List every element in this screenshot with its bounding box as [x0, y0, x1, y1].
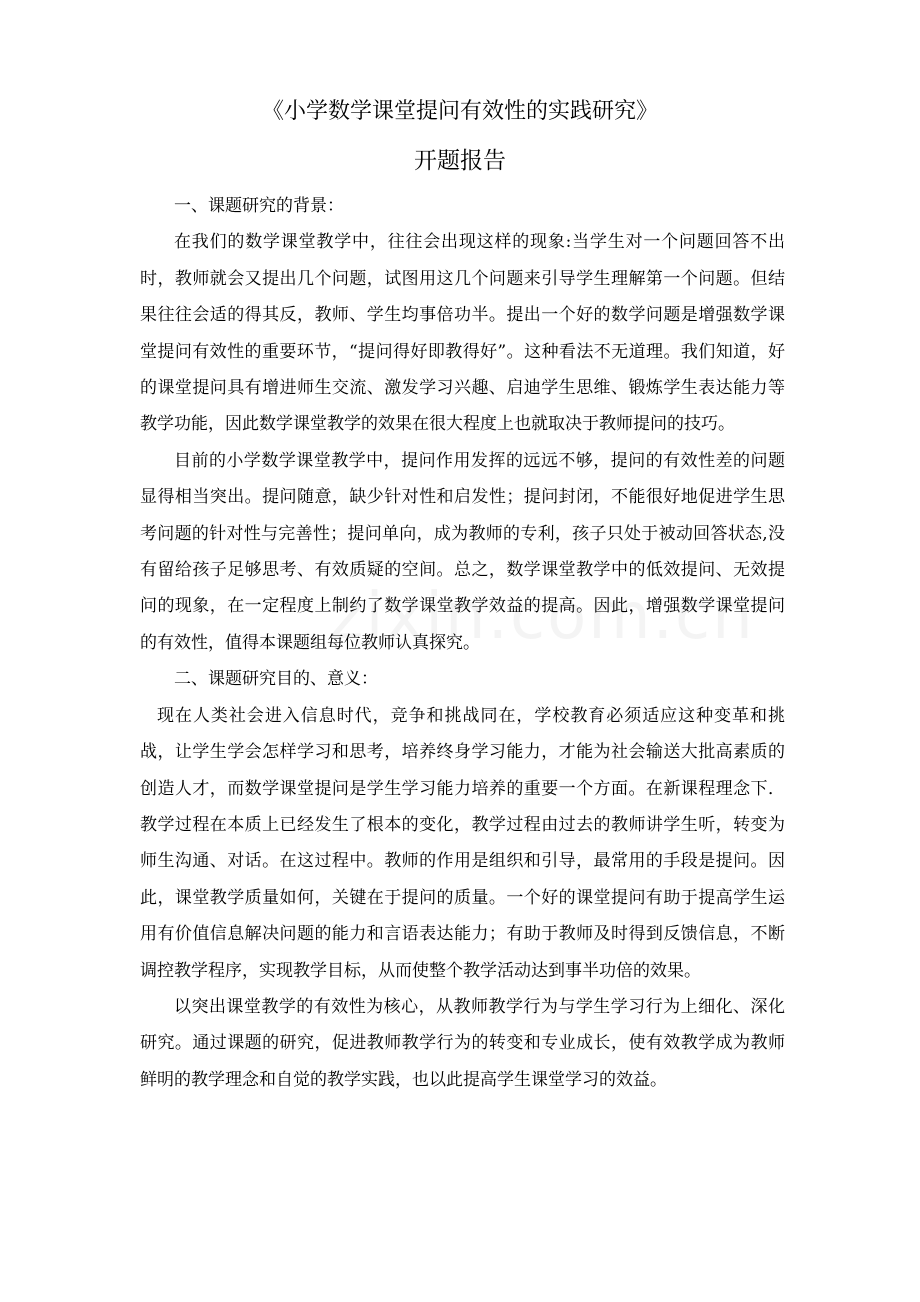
document-subtitle: 开题报告 — [414, 148, 506, 174]
paragraph-background-2: 目前的小学数学课堂教学中，提问作用发挥的远远不够，提问的有效性差的问题显得相当突出。提问随意，缺少针对性和启发性；提问封闭，不能很好地促进学生思考问题的针对性与完善性；提问单向，成为教师的专利，孩子只处于被动回答状态,没有留给孩子足够思考、有效质疑的空间。总之，数学课堂教学中的低效提问、无效提问的现象，在一定程度上制约了数学课堂教学效益的提高。因此，增强数学课堂提问的有效性，值得本课题组每位教师认真探究。 — [140, 450, 785, 653]
document-body — [140, 188, 785, 1098]
paragraph-background-1: 在我们的数学课堂教学中，往往会出现这样的现象:当学生对一个问题回答不出时，教师就会又提出几个问题，试图用这几个问题来引导学生理解第一个问题。但结果往往会适的得其反，教师、学生均事倍功半。提出一个好的数学问题是增强数学课堂提问有效性的重要环节，“提问得好即教得好”。这种看法不无道理。我们知道，好的课堂提问具有增进师生交流、激发学习兴趣、启迪学生思维、锻炼学生表达能力等教学功能，因此数学课堂教学的效果在很大程度上也就取决于教师提问的技巧。 — [140, 232, 785, 435]
document-title: 《小学数学课堂提问有效性的实践研究》 — [261, 99, 658, 124]
section-heading-background: 一、课题研究的背景： — [174, 196, 344, 216]
paragraph-purpose-1: 现在人类社会进入信息时代，竞争和挑战同在，学校教育必须适应这种变革和挑战，让学生学会怎样学习和思考，培养终身学习能力，才能为社会输送大批高素质的创造人才，而数学课堂提问是学生学习能力培养的重要一个方面。在新课程理念下．教学过程在本质上已经发生了根本的变化，教学过程由过去的教师讲学生听，转变为师生沟通、对话。在这过程中。教师的作用是组织和引导，最常用的手段是提问。因此，课堂教学质量如何，关键在于提问的质量。一个好的课堂提问有助于提高学生运用有价值信息解决问题的能力和言语表达能力；有助于教师及时得到反馈信息，不断调控教学程序，实现教学目标，从而使整个教学活动达到事半功倍的效果。 — [140, 705, 785, 981]
section-heading-purpose: 二、课题研究目的、意义： — [174, 669, 378, 690]
paragraph-purpose-2: 以突出课堂教学的有效性为核心，从教师教学行为与学生学习行为上细化、深化研究。通过课题的研究，促进教师教学行为的转变和专业成长，使有效教学成为教师鲜明的教学理念和自觉的教学实践，也以此提高学生课堂学习的效益。 — [140, 996, 785, 1090]
